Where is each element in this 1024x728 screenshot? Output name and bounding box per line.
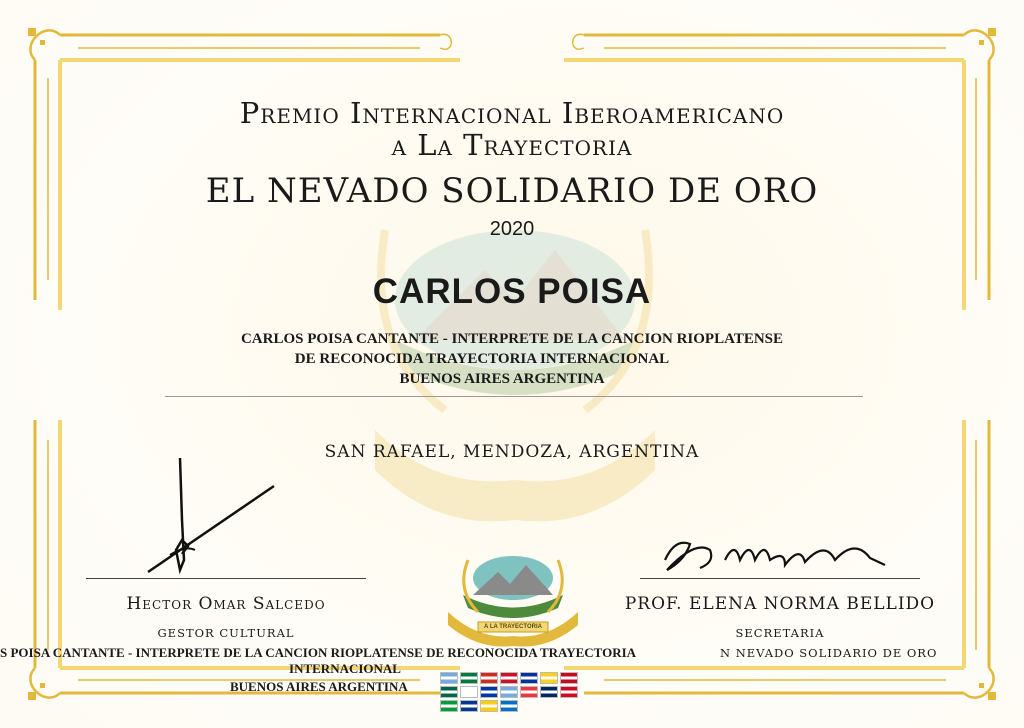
recipient-description-line1: CARLOS POISA CANTANTE - INTERPRETE DE LA CANCION RIOPLATENSE (240, 331, 784, 347)
recipient-name: CARLOS POISA (372, 272, 652, 311)
country-flag-icon (560, 686, 578, 698)
country-flag-icon (440, 700, 458, 712)
country-flag-icon (500, 672, 518, 684)
country-flag-icon (460, 686, 478, 698)
award-logo (438, 550, 588, 650)
signatory-right-role: SECRETARIA (735, 626, 825, 640)
country-flag-icon (480, 700, 498, 712)
signatory-left-role: GESTOR CULTURAL (157, 626, 295, 640)
logo-ribbon-text: A LA TRAYECTORIA (484, 624, 542, 630)
recipient-description-line2: DE RECONOCIDA TRAYECTORIA INTERNACIONAL (294, 351, 670, 367)
country-flag-icon (500, 700, 518, 712)
recipient-description-line3: BUENOS AIRES ARGENTINA (399, 371, 605, 387)
divider (165, 396, 863, 397)
award-location: SAN RAFAEL, MENDOZA, ARGENTINA (324, 442, 700, 462)
award-title-line1: Premio Internacional Iberoamericano (239, 96, 785, 130)
signatory-left-name: Hector Omar Salcedo (126, 594, 326, 614)
country-flag-icon (500, 686, 518, 698)
country-flag-icon (440, 672, 458, 684)
country-flag-icon (540, 672, 558, 684)
signature-line-left (86, 578, 366, 579)
country-flag-icon (460, 672, 478, 684)
flags-strip (440, 672, 590, 712)
award-year: 2020 (489, 218, 535, 240)
overlay-description-line3: BUENOS AIRES ARGENTINA (230, 679, 408, 694)
country-flag-icon (440, 686, 458, 698)
signature-left (140, 450, 290, 580)
country-flag-icon (520, 672, 538, 684)
country-flag-icon (520, 686, 538, 698)
award-title-line2: a La Trayectoria (391, 128, 633, 162)
country-flag-icon (460, 700, 478, 712)
award-title-main: EL NEVADO SOLIDARIO DE ORO (205, 171, 819, 211)
signatory-right-organization: N NEVADO SOLIDARIO DE ORO (720, 646, 938, 660)
overlay-description-line1: S POISA CANTANTE - INTERPRETE DE LA CANCION RIOPLATENSE DE RECONOCIDA TRAYECTORIA (0, 645, 637, 660)
signature-right (655, 530, 905, 580)
country-flag-icon (480, 672, 498, 684)
signature-line-right (640, 578, 920, 579)
country-flag-icon (540, 686, 558, 698)
emblem-watermark (355, 190, 675, 550)
overlay-description-line2: INTERNACIONAL (289, 661, 401, 676)
country-flag-icon (480, 686, 498, 698)
signatory-right-name: PROF. ELENA NORMA BELLIDO (624, 594, 936, 614)
country-flag-icon (560, 672, 578, 684)
